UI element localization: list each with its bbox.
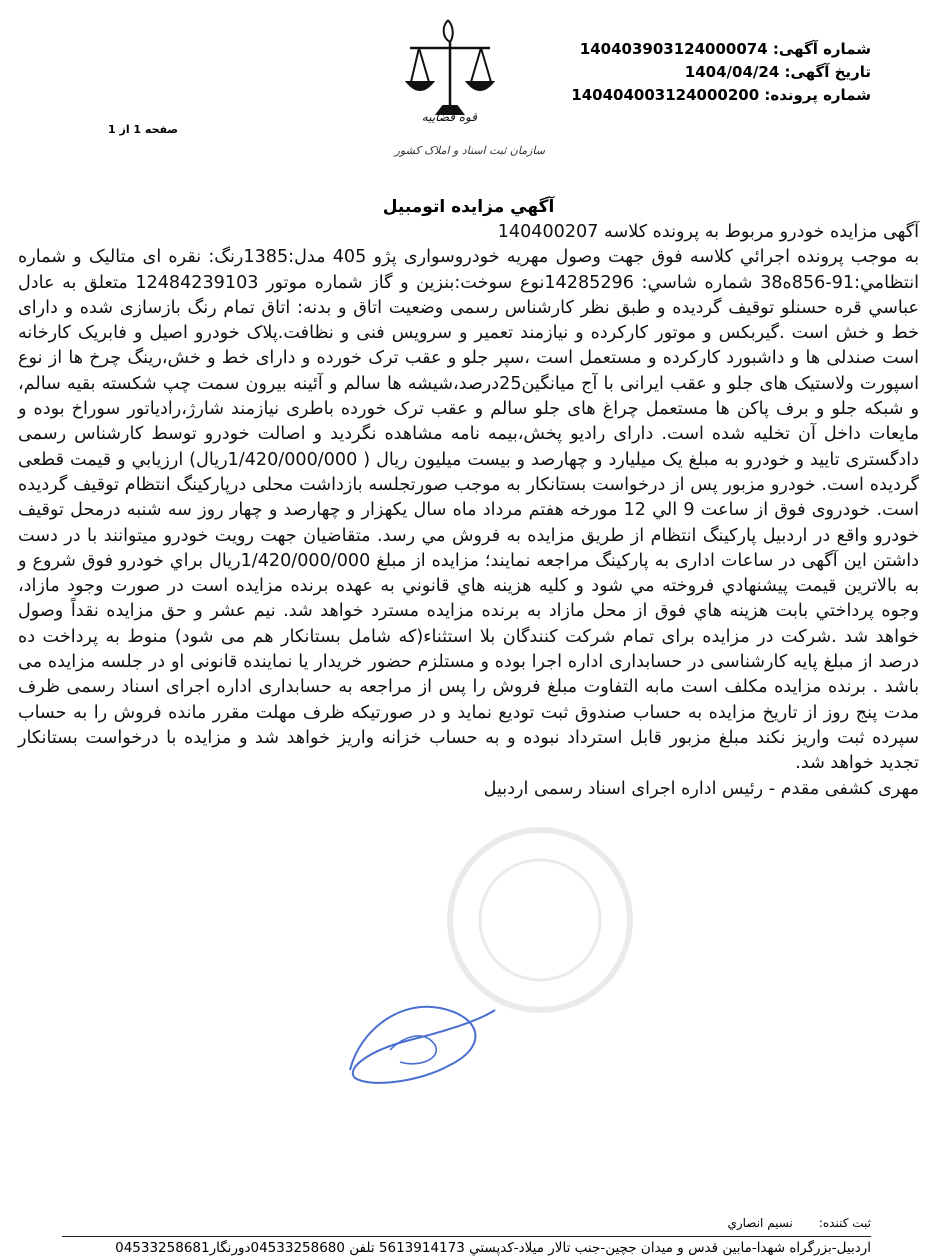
logo-caption-top: قوه قضاییه [421,110,477,124]
ad-number: 140403903124000074 [579,40,768,58]
announcement-body [18,220,919,802]
case-number-label: شماره پرونده: [764,86,871,104]
page-title: آگهي مزايده اتومبيل [382,197,555,217]
page-indicator: صفحه 1 از 1 [108,123,179,136]
registrar-row [727,1216,871,1230]
case-number-row [571,84,871,107]
main-paragraph: به موجب پرونده اجرائي كلاسه فوق جهت وصول مهریه خودروسواری پژو 405 مدل:1385رنگ: نقره ای متالیک و شماره انتظامي:91-856ه38 شماره شاسي: 14285296نوع سوخت:بنزين و گاز شماره موتور 12484239103 متعلق به عادل عباسي قره حسنلو توقيف گرديده و طبق نظر كارشناس رسمی وضعیت اتاق و بدنه: اتاق تمام رنگ بازسازی شده و دارای خط و خش است .گیربکس و موتور کارکرده و نیازمند تعمیر و سرویس فنی و نظافت.پلاک خودرو اصیل و فابریک کارخانه است صندلی ها و داشبورد کارکرده و مستعمل است ،سپر جلو و عقب ترک خورده و دارای خط و خش،رینگ چرخ ها از نوع اسپورت ولاستیک های جلو و عقب ایرانی با آج میانگین25درصد،شیشه ها سالم و آئینه بیرون سمت چپ شکسته بقیه سالم، و شبکه جلو و برف پاکن ها مستعمل چراغ های جلو سالم و عقب ترک خورده باطری نیازمند شارژ،رادیاتور سوراخ بوده و مایعات داخل آن تخلیه شده است. دارای رادیو پخش،بیمه نامه مشاهده نگردید و اصالت خودرو توسط کارشناس رسمی دادگستری تایید و خودرو به مبلغ یک میلیارد و چهارصد و بیست میلیون ریال ( 1/420/000/000ریال) ارزيابي و قيمت قطعی گرديده است. خودرو مزبور پس از درخواست بستانکار به موجب صورتجلسه بازداشت محلی درپارکینگ انتظام توقیف گردیده است. خودروی فوق از ساعت 9 الي 12 مورخه هفتم مرداد ماه سال یکهزار و چهارصد و چهار روز سه شنبه درمحل توقیف خودرو واقع در اردبیل پارکینگ انتظام از طريق مزايده به فروش مي رسد. متقاضیان جهت رویت خودرو میتوانند با در دست داشتن این آگهی در ساعات اداری به پارکینگ مراجعه نمایند؛ مزايده از مبلغ 1/420/000/000ريال براي خودرو فوق شروع و به بالاترين قيمت پيشنهادي فروخته مي شود و كليه هزينه هاي قانوني به عهده برنده مزايده است در صورت وجود مازاد، وجوه پرداختي بابت هزينه هاي فوق از محل مازاد به برنده مزايده مسترد خواهد شد. نیم عشر و حق مزایده نقداً وصول خواهد شد .شرکت در مزایده برای تمام شرکت کنندگان بلا استثناء(كه شامل بستانكار هم می شود) منوط به پرداخت ده درصد از مبلغ پايه كارشناسی در حسابداری اداره اجرا بوده و مستلزم حضور خریدار یا نماینده قانونی او در جلسه مزایده می باشد . برنده مزایده مکلف است مابه التفاوت مبلغ فروش را پس از مراجعه به حسابداری اداره اجرای اسناد رسمی ظرف مدت پنج روز از تاریخ مزایده به حساب صندوق ثبت تودیع نماید و در صورتیکه ظرف مهلت مقرر مانده فروش را به حساب سپرده ثبت واریز نکند مبلغ مزبور قابل استرداد نبوده و به حساب خزانه واریز خواهد شد و مزایده با درخواست بستانکار تجدید خواهد شد. [18,247,919,774]
ad-date: 1404/04/24 [684,63,780,81]
ad-number-label: شماره آگهی: [772,40,871,58]
ad-date-label: تاریخ آگهی: [784,63,871,81]
signatory-line: مهری کشفی مقدم - رئیس اداره اجرای اسناد رسمی اردبیل [483,778,919,799]
registrar-name: نسیم انصاري [727,1216,793,1230]
ad-date-row [571,61,871,84]
footer-address: اردبيل-بزرگراه شهدا-مابين قدس و ميدان جچين-جنب تالار ميلاد-كدپستي 5613914173 تلفن 04533258680دورنگار04533258681 [115,1240,871,1256]
footer-divider [62,1236,871,1237]
handwritten-signature [330,990,510,1100]
header-meta [571,38,871,107]
signature-icon [330,990,510,1100]
case-number: 140404003124000200 [571,86,760,104]
ad-number-row [571,38,871,61]
registrar-label: ثبت کننده: [818,1216,871,1230]
emblem-icon [385,6,585,166]
logo-caption-bottom: سازمان ثبت اسناد و املاک کشور [394,144,545,157]
judiciary-emblem-logo [385,6,585,166]
intro-line: آگهی مزایده خودرو مربوط به پرونده کلاسه 140400207 [497,222,919,242]
